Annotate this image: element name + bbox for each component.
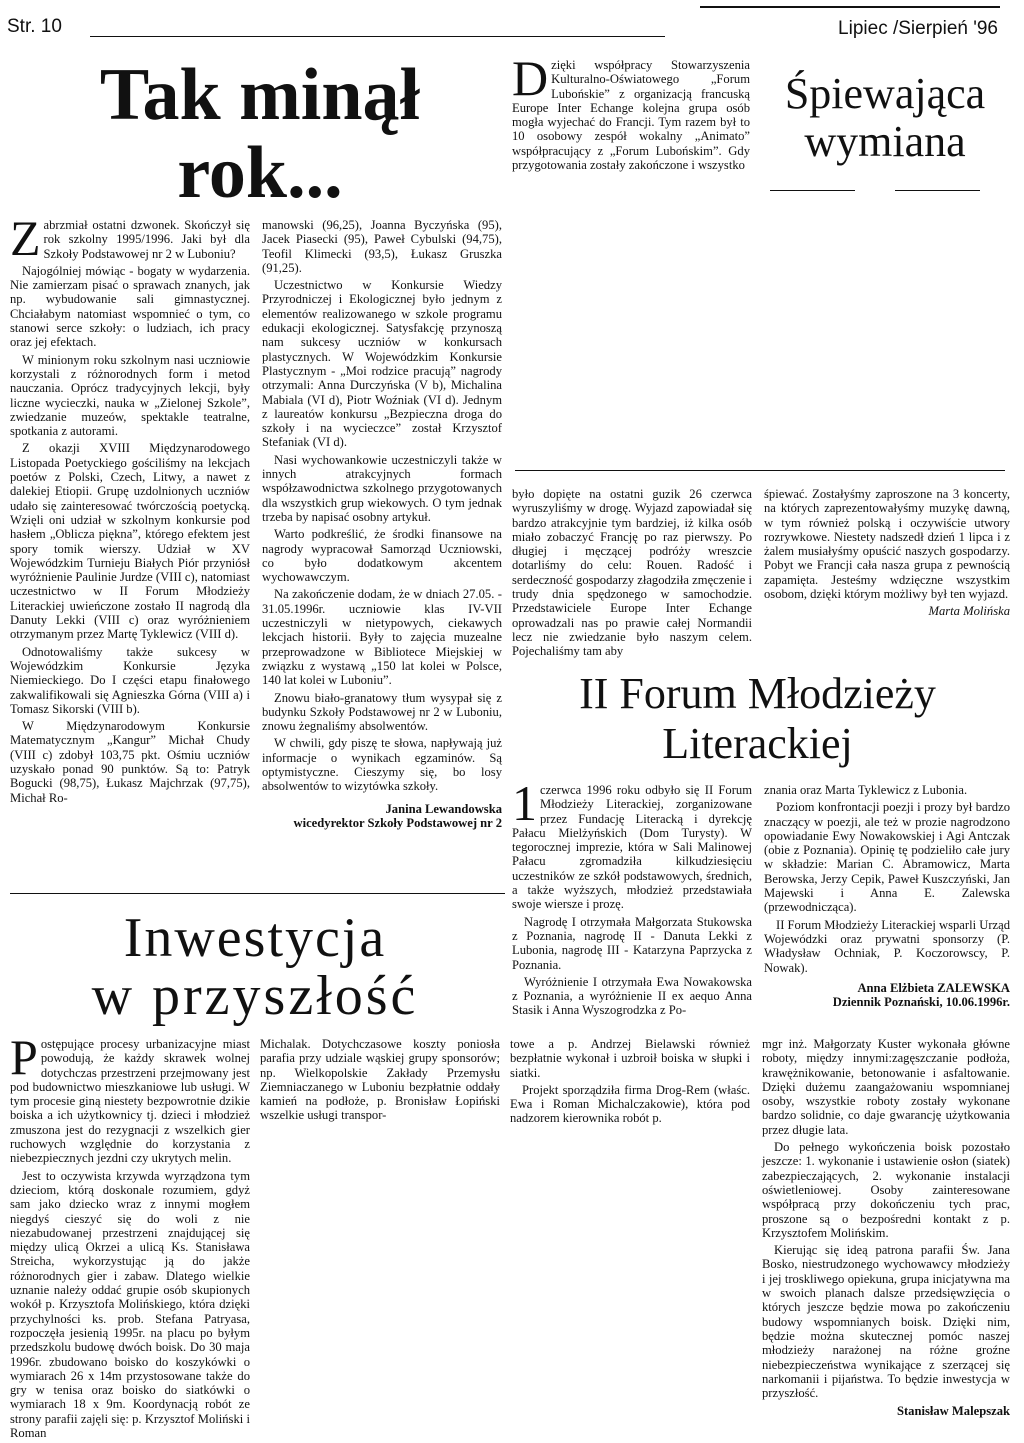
headline-tak-line2: rok... (177, 132, 343, 214)
divider (515, 470, 1005, 471)
divider (895, 190, 980, 191)
headline-spiew-line2: wymiana (804, 117, 966, 166)
article-spiew-col2: śpiewać. Zostałyśmy zaproszone na 3 koncerty, na których zaprezentowałyśmy muzykę dawną, w tym również polską i oczywiście utwory rozrywkowe. Niestety nadszedł dzień 1 lipca i z żalem musiałyśmy opuścić naszych gospodarzy. Pobyt we Francji cała nasza grupa z pewnością zapamięta. Jesteśmy wdzięczne wszystkim osobom, dzięki którym możliwy był ten wyjazd. Marta Molińska (764, 487, 1010, 619)
headline-inwest-line2: w przyszłość (91, 965, 419, 1027)
headline-inwest-line1: Inwestycja (123, 907, 387, 969)
drop-cap: Z (10, 210, 41, 266)
source: Dziennik Poznański, 10.06.1996r. (832, 995, 1010, 1010)
page-number: Str. 10 (7, 16, 62, 37)
headline-forum-line2: Literackiej (662, 719, 853, 768)
article-inwest-col1: Postępujące procesy urbanizacyjne miast powodują, że każdy skrawek wolnej dotychczas przestrzeni przejmowany jest pod budownictwo mieszkaniowe lub usługi. W tym procesie giną niestety bezpowrotnie dzikie boiska a ich użytkownicy tj. dzieci i młodzież zmuszona jest do rezygnacji z wszelkich gier ruchowych względnie do korzystania z niebezpiecznych jezdni czy ukrytych melin. Jest to oczywista krzywda wyrządzona tym dzieciom, którą doskonale rozumiem, gdyż sam jako dziecko wraz z innymi mogłem niegdyś cieszyć się do woli z nie niezabudowanej przestrzeni znajdującej się między ulicą Okrzei a ulicą Ks. Stanisława Streicha, wykorzystując ją do jakże różnorodnych gier i zabaw. Dlatego wielkie uznanie należy oddać grupie osób skupionych wokół p. Krzysztofa Molińskiego, która dzięki przychylności ks. prob. Stefana Patryasa, rozpoczęła jesienią 1995r. na placu po byłym przedszkolu budowę dwóch boisk. Do 30 maja 1996r. zbudowano boisko do koszykówki o wymiarach 26 x 14m przystosowane także do gry w tenisa oraz boisko do siatkówki o wymiarach 18 x 9m. Koordynacją robót ze strony parafii zajęli się: p. Krzysztof Moliński i Roman (10, 1029, 250, 1441)
article-inwest-col3: towe a p. Andrzej Bielawski również bezpłatnie wykonał i uzbroił boiska w słupki i siatki. Projekt sporządziła firma Drog-Rem (właśc. Ewa i Roman Michalczakowie), która pod nadzorem kierownika robót p. (510, 1037, 750, 1126)
article-spiew-col1: było dopięte na ostatni guzik 26 czerwca wyruszyliśmy w drogę. Wyjazd zapowiadał się bardzo atrakcyjnie tym bardziej, iż kilka osób miało zobaczyć Francję po raz pierwszy. Po długiej i męczącej podróży wreszcie dotarliśmy do celu: Rouen. Radość i serdeczność gospodarzy złagodziła zmęczenie i trudy dnia spędzonego w samochodzie. Przedstawiciele Europe Inter Echange oprowadzali nas po prawie całej Normandii lecz nie zwiedzanie było naszym celem. Pojechaliśmy tam aby (512, 487, 752, 659)
article-forum-col1: 1 czerwca 1996 roku odbyło się II Forum Młodzieży Literackiej, zorganizowane przez Fundację Literacką i dyrekcję Pałacu Mielżyńskich (Dom Turysty). W tegorocznej imprezie, która w Sali Malinowej Pałacu zgromadziła kilkudziesięciu uczestników ze szkół podstawowych, średnich, a także wyższych, młodzież przedstawiała swoje wiersze i prozę. Nagrodę I otrzymała Małgorzata Stukowska z Poznania, nagrodę II - Danuta Lekki z Lubonia, nagrodę III - Katarzyna Paprzycka z Poznania. Wyróżnienie I otrzymała Ewa Nowakowska z Poznania, a wyróżnienie II ex aequo Anna Stasik i Anna Wyszogrodzka z Po- (512, 775, 752, 1018)
header-rule (90, 36, 665, 37)
article-tak-col1: Zabrzmiał ostatni dzwonek. Skończył się rok szkolny 1995/1996. Jaki był dla Szkoły Podstawowej nr 2 w Luboniu? Najogólniej mówiąc - bogaty w wydarzenia. Nie zamierzam pisać o sprawach znanych, jak np. wybudowanie sali gimnastycznej. Chciałabym natomiast wspomnieć o tym, co stanowi serce szkoły: o ludziach, ich pracy oraz jej efektach. W minionym roku szkolnym nasi uczniowie korzystali z różnorodnych form i metod nauczania. Oprócz tradycyjnych lekcji, były liczne wycieczki, nauka w „Zielonej Szkole”, zwiedzanie muzeów, spektakle teatralne, spotkania z autorami. Z okazji XVIII Międzynarodowego Listopada Poetyckiego gościliśmy na lekcjach poetów z Polski, Czech, Litwy, a nawet z dalekiej Etiopii. Grupę uzdolnionych uczniów udało się zainteresować twórczością poetycką. Wzięli oni udział w szkolnym konkursie pod hasłem „Oblicza piękna”, którego efektem jest spory tomik wierszy. Udział w XV Wojewódzkim Turnieju Białych Piór przyniósł wyróżnienie Paulinie Jurdze (VIII c), natomiast uczestnictwo w II Forum Młodzieży Literackiej uwieńczone zostało II nagrodą dla Danuty Lekki (VIII c) oraz wyróżnieniem otrzymanym przez Martę Tyklewicz (VIII d). Odnotowaliśmy także sukcesy w Wojewódzkim Konkursie Języka Niemieckiego. Do I części etapu finałowego zakwalifikowali się Agnieszka Górna (VIII a) i Tomasz Sikorski (VIII b). W Międzynarodowym Konkursie Matematycznym „Kangur” Michał Chudy (VIII c) zdobył 103,75 pkt. Ośmiu uczniów uzyskało ponad 90 punktów. Są to: Patryk Bogucki (98,75), Łukasz Majchrzak (97,75), Michał Ro- (10, 210, 250, 805)
headline-tak-line1: Tak minął (99, 54, 421, 136)
top-rule (700, 6, 1000, 8)
author-role: wicedyrektor Szkoły Podstawowej nr 2 (293, 815, 502, 830)
article-forum-col2: znania oraz Marta Tyklewicz z Lubonia. Poziom konfrontacji poezji i prozy był bardzo znaczący w poezji, ale też w prozie nagrodzono opowiadanie Ewy Nowakowskiej i Agi Antczak (obie z Poznania). Opinię tę podzieliło całe jury w składzie: Marian C. Abramowicz, Marta Berowska, Jerzy Cepik, Paweł Kuszczyński, Jan Majewski i Anna E. Zalewska (przewodnicząca). II Forum Młodzieży Literackiej wsparli Urząd Wojewódzki oraz prywatni sponsorzy (P. Władysław Ochniak, P. Koczorowscy, P. Nowak). Anna Elżbieta ZALEWSKA Dziennik Poznański, 10.06.1996r. (764, 783, 1010, 1010)
article-tak-col2: manowski (96,25), Joanna Byczyńska (95), Jacek Piasecki (95), Paweł Cybulski (94,75), Teofil Klimecki (93,5), Łukasz Gruszka (91,25). Uczestnictwo w Konkursie Wiedzy Przyrodniczej i Ekologicznej było jednym z elementów realizowanego w szkole programu edukacji ekologicznej. Satysfakcję przynoszą nam sukcesy uczniów w konkursach plastycznych. W Wojewódzkim Konkursie Plastycznym - „Moi rodzice pracują” nagrody otrzymali: Anna Durczyńska (V b), Michalina Mabiala (VI d), Piotr Woźniak (VI d). Jednym z laureatów konkursu „Bezpieczna droga do szkoły i na wycieczce” został Krzysztof Stefaniak (VI d). Nasi wychowankowie uczestniczyli także w innych atrakcyjnych formach współzawodnictwa szkolnego przygotowanych dla wszystkich grup wiekowych. O tym jednak trzeba by napisać osobny artykuł. Warto podkreślić, że środki finansowe na nagrody wypracował Samorząd Uczniowski, co było dodatkowym akcentem wychowawczym. Na zakończenie dodam, że w dniach 27.05. - 31.05.1996r. uczniowie klas IV-VII uczestniczyli w nietypowych, ciekawych lekcjach historii. Były to zajęcia muzealne przeprowadzone w Bibliotece Miejskiej w związku z wystawą „150 lat kolei w Polsce, 140 lat kolei w Luboniu”. Znowu biało-granatowy tłum wysypał się z budynku Szkoły Podstawowej nr 2 w Luboniu, znowu żegnaliśmy absolwentów. W chwili, gdy piszę te słowa, napływają już informacje o wynikach egzaminów. Są optymistyczne. Cieszymy się, bo losy absolwentów to wizytówka szkoły. Janina Lewandowska wicedyrektor Szkoły Podstawowej nr 2 (262, 218, 502, 830)
headline-forum-line1: II Forum Młodzieży (579, 669, 936, 718)
article-inwest-col2: Michalak. Dotychczasowe koszty poniosła parafia przy udziale wąskiej grupy sponsorów; np. Wielkopolskie Zakłady Przemysłu Ziemniaczanego w Luboniu bezpłatnie oddały kamień na podłoże, p. Bronisław Łopiński wszelkie usługi transpor- (260, 1037, 500, 1123)
article-inwest-col4: mgr inż. Małgorzaty Kuster wykonała główne roboty, między innymi:zagęszczanie podłoża, krawężnikowanie, betonowanie i asfaltowanie. Dzięki dużemu zaangażowaniu wspomnianej osoby, wszystkie roboty zostały wykonane bardzo solidnie, co daje gwarancję użytkowania przez długie lata. Do pełnego wykończenia boisk pozostało jeszcze: 1. wykonanie i ustawienie osłon (siatek) zabezpieczających, 2. wykonanie instalacji oświetleniowej. Osoby zainteresowane współpracą przy dokończeniu tych prac, proszone są o bezpośredni kontakt z p. Krzysztofem Molińskim. Kierując się ideą patrona parafii Św. Jana Bosko, niestrudzonego wychowawcy młodzieży i jej troskliwego opiekuna, grupa inicjatywna ma w swoich planach dalsze przedsięwzięcia o których jeszcze będzie mowa po zakończeniu budowy wspomnianych boisk. Dzięki nim, będzie można skutecznej pomóc naszej młodzieży narażonej na różne groźne niebezpieczeństwa wynikające z szerzącej się narkomanii i pijaństwa. To będzie inwestycja w przyszłość. Stanisław Malepszak (762, 1037, 1010, 1419)
author-signature: Marta Molińska (928, 604, 1010, 619)
headline-spiew-line1: Śpiewająca (784, 69, 986, 118)
author-signature: Janina Lewandowska (385, 801, 502, 816)
issue-date: Lipiec /Sierpień '96 (838, 18, 998, 39)
author-signature: Stanisław Malepszak (896, 1404, 1010, 1419)
divider (10, 893, 505, 894)
divider (770, 190, 855, 191)
article-spiew-intro: Dzięki współpracy Stowarzyszenia Kulturalno-Oświatowego „Forum Lubońskie” z organizacją francuską Europe Inter Echange kolejna grupa osób mogła wyjechać do Francji. Tym razem był to 10 osobowy zespół wokalny „Animato” współpracujący z „Forum Lubońskim”. Gdy przygotowania zostały zakończone i wszystko (512, 50, 750, 173)
author-signature: Anna Elżbieta ZALEWSKA (857, 980, 1010, 995)
